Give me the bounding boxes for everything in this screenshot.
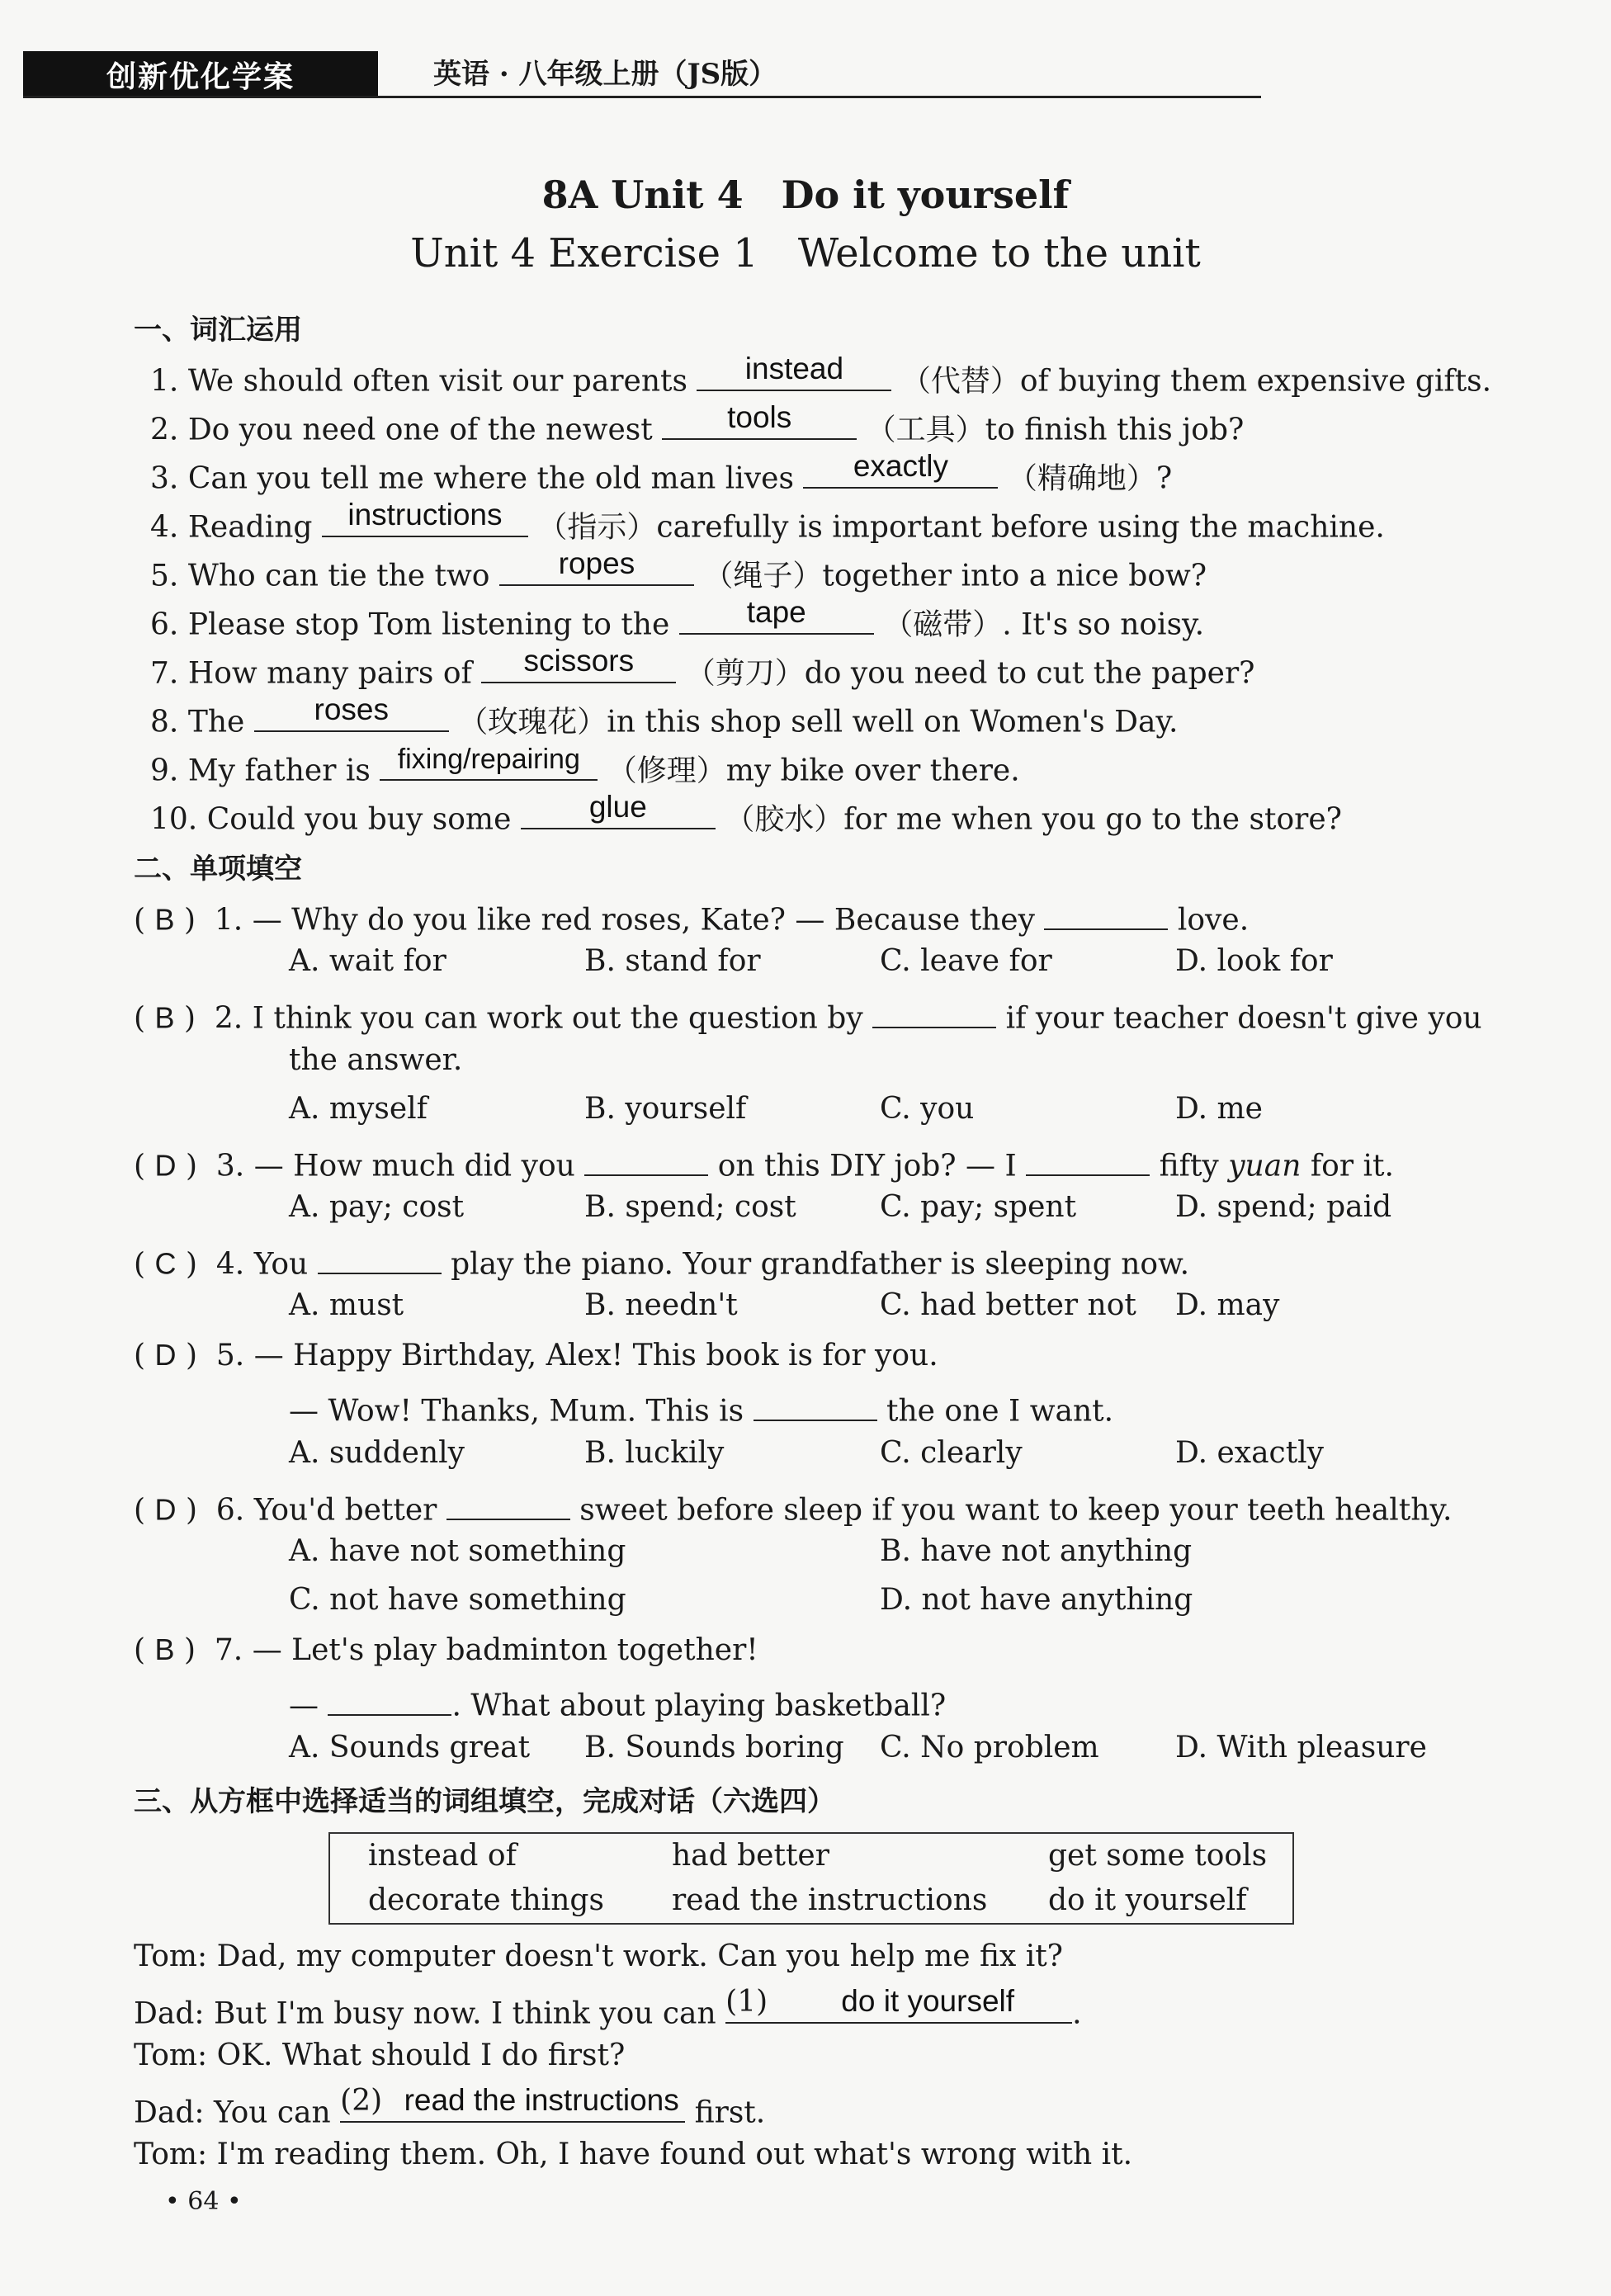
phrase-option: read the instructions [672, 1883, 988, 1917]
mc-question [134, 1141, 1394, 1183]
item-number: 1. [150, 364, 179, 399]
dialogue-line [134, 1983, 1082, 2031]
option-b[interactable]: B. spend; cost [584, 1190, 796, 1224]
item-text: （玫瑰花）in this shop sell well on Women's Day. [458, 705, 1179, 739]
item-text: — Happy Birthday, Alex! This book is for you. [253, 1339, 938, 1372]
paren: ) [185, 1339, 197, 1372]
item-text: Could you buy some [206, 802, 512, 837]
brand-banner: 创新优化学案 [23, 51, 378, 97]
answer-blank[interactable] [697, 351, 891, 391]
option-c[interactable]: C. not have something [289, 1583, 626, 1617]
vocab-item [150, 594, 1205, 644]
option-d[interactable]: D. me [1175, 1092, 1263, 1126]
answer-text: exactly [853, 448, 948, 483]
item-text: Who can tie the two [187, 559, 490, 593]
answer-text: tools [727, 399, 792, 434]
item-text: if your teacher doesn't give you [1005, 1001, 1482, 1036]
option-a[interactable]: A. pay; cost [289, 1190, 465, 1224]
item-text: Reading [187, 510, 313, 545]
vocab-item [150, 546, 1207, 595]
item-text: （胶水）for me when you go to the store? [725, 802, 1342, 837]
answer-text: fixing/repairing [397, 743, 580, 775]
item-text: Do you need one of the newest [187, 413, 653, 447]
option-c[interactable]: C. No problem [880, 1731, 1099, 1765]
answer-text: instructions [347, 497, 503, 531]
option-a[interactable]: A. must [289, 1288, 404, 1322]
item-text: love. [1177, 903, 1250, 938]
item-number: 4. [215, 1247, 245, 1282]
phrase-option: get some tools [1048, 1839, 1268, 1873]
option-d[interactable]: D. exactly [1175, 1436, 1325, 1470]
answer-blank[interactable] [446, 1486, 570, 1520]
item-text-continued [289, 1387, 1113, 1429]
item-number: 5. [150, 559, 179, 593]
section-heading-choice: 二、单项填空 [134, 853, 302, 886]
paren: ) [185, 1493, 197, 1528]
answer-letter[interactable]: D [154, 1148, 177, 1183]
phrase-option: instead of [368, 1839, 517, 1873]
answer-text: do it yourself [841, 1983, 1015, 2018]
paren: ( [134, 1493, 146, 1528]
option-a[interactable]: A. myself [289, 1092, 428, 1126]
answer-blank[interactable] [754, 1387, 877, 1421]
item-text: （剪刀）do you need to cut the paper? [685, 656, 1255, 691]
mc-question [134, 895, 1249, 938]
option-c[interactable]: C. had better not [880, 1288, 1136, 1322]
option-b[interactable]: B. Sounds boring [584, 1731, 844, 1765]
paren: ( [134, 1633, 146, 1667]
item-text: play the piano. Your grandfather is sleeping now. [451, 1247, 1190, 1282]
paren: ) [185, 1149, 197, 1183]
answer-text: scissors [523, 643, 635, 678]
item-number: 2. [150, 413, 179, 447]
dialogue-line: Tom: Dad, my computer doesn't work. Can you help me fix it? [134, 1939, 1063, 1973]
item-text: Please stop Tom listening to the [187, 607, 670, 642]
option-d[interactable]: D. With pleasure [1175, 1731, 1427, 1765]
blank-number: (1) [725, 1984, 768, 2019]
phrase-option: do it yourself [1048, 1883, 1247, 1917]
mc-question [134, 1632, 758, 1667]
dialogue-line: Tom: OK. What should I do first? [134, 2039, 626, 2072]
option-c[interactable]: C. leave for [880, 944, 1052, 978]
option-b[interactable]: B. needn't [584, 1288, 738, 1322]
dialogue-line [134, 2082, 766, 2130]
phrase-option: had better [672, 1839, 829, 1873]
answer-text: instead [744, 351, 844, 385]
item-text: You [253, 1247, 309, 1282]
answer-blank[interactable] [254, 692, 449, 732]
option-b[interactable]: B. stand for [584, 944, 761, 978]
option-b[interactable]: B. have not anything [880, 1534, 1193, 1568]
item-text: — [289, 1689, 319, 1723]
answer-blank[interactable] [318, 1240, 442, 1274]
item-text: — Why do you like red roses, Kate? — Because they [252, 903, 1035, 938]
paren: ( [134, 1339, 146, 1372]
item-text: You'd better [253, 1493, 437, 1528]
answer-letter[interactable]: B [154, 902, 175, 937]
vocab-item [150, 789, 1342, 839]
item-text: Dad: You can [134, 2095, 331, 2130]
item-text: first. [694, 2095, 766, 2130]
item-text: — Wow! Thanks, Mum. This is [289, 1394, 744, 1429]
item-text-continued: the answer. [289, 1043, 463, 1077]
paren: ( [134, 1001, 146, 1036]
item-text: Can you tell me where the old man lives [187, 461, 794, 496]
answer-letter[interactable]: D [154, 1492, 177, 1527]
dialogue-line: Tom: I'm reading them. Oh, I have found out what's wrong with it. [134, 2138, 1133, 2171]
mc-question [134, 1486, 1452, 1528]
option-a[interactable]: A. suddenly [289, 1436, 465, 1470]
exercise-title: Unit 4 Exercise 1 Welcome to the unit [410, 230, 1201, 276]
option-d[interactable]: D. not have anything [880, 1583, 1193, 1617]
item-number: 2. [214, 1001, 243, 1036]
answer-text: tape [746, 594, 806, 629]
option-c[interactable]: C. pay; spent [880, 1190, 1077, 1224]
item-text: （精确地）? [1007, 461, 1173, 496]
unit-title: 8A Unit 4 Do it yourself [541, 172, 1070, 217]
item-number: 5. [215, 1339, 245, 1372]
option-d[interactable]: D. spend; paid [1175, 1190, 1392, 1224]
vocab-item [150, 351, 1492, 400]
answer-text: read the instructions [404, 2082, 679, 2117]
item-text: Dad: But I'm busy now. I think you can [134, 1996, 716, 2031]
answer-blank[interactable] [328, 1681, 451, 1716]
item-number: 7. [150, 656, 179, 691]
item-text: （磁带）. It's so noisy. [883, 607, 1205, 642]
paren: ( [134, 1149, 146, 1183]
item-text: The [187, 705, 245, 739]
answer-blank[interactable] [872, 994, 996, 1028]
option-c[interactable]: C. you [880, 1092, 975, 1126]
paren: ) [183, 1633, 196, 1667]
answer-blank[interactable] [322, 497, 528, 537]
item-text: My father is [187, 754, 371, 788]
answer-blank[interactable] [1026, 1141, 1150, 1176]
paren: ) [185, 1247, 197, 1282]
option-d[interactable]: D. may [1175, 1288, 1280, 1322]
vocab-item [150, 743, 1020, 790]
answer-blank[interactable] [340, 2082, 685, 2123]
item-text: （绳子）together into a nice bow? [703, 559, 1207, 593]
item-text: We should often visit our parents [187, 364, 687, 399]
answer-text: ropes [558, 546, 635, 580]
item-number: 7. [214, 1633, 243, 1667]
answer-blank[interactable] [584, 1141, 708, 1176]
answer-blank[interactable] [679, 594, 874, 635]
option-a[interactable]: A. wait for [289, 944, 446, 978]
paren: ( [134, 1247, 146, 1282]
item-number: 1. [214, 903, 243, 938]
vocab-item [150, 497, 1385, 546]
answer-blank[interactable] [521, 789, 716, 829]
option-a[interactable]: A. have not something [289, 1534, 626, 1568]
vocab-item [150, 448, 1173, 498]
item-number: 4. [150, 510, 179, 545]
item-number: 10. [150, 802, 198, 837]
book-title: 英语 · 八年级上册（JS版） [433, 58, 777, 91]
item-text: . What about playing basketball? [451, 1689, 947, 1723]
answer-blank[interactable] [662, 399, 857, 440]
item-text: （指示）carefully is important before using the machine. [537, 510, 1385, 545]
item-text: （工具）to finish this job? [866, 413, 1245, 447]
section-heading-vocab: 一、词汇运用 [134, 314, 302, 347]
item-text: I think you can work out the question by [252, 1001, 863, 1036]
answer-blank[interactable] [725, 1983, 1072, 2024]
phrase-option: decorate things [368, 1883, 604, 1917]
blank-number: (2) [340, 2083, 383, 2118]
answer-blank[interactable] [1044, 895, 1168, 930]
answer-letter[interactable]: C [154, 1246, 177, 1281]
vocab-item [150, 399, 1245, 449]
item-number: 6. [215, 1493, 245, 1528]
answer-blank[interactable] [380, 743, 598, 781]
vocab-item [150, 643, 1255, 692]
option-b[interactable]: B. yourself [584, 1092, 747, 1126]
page-number: • 64 • [165, 2187, 242, 2216]
option-a[interactable]: A. Sounds great [289, 1731, 531, 1765]
option-c[interactable]: C. clearly [880, 1436, 1023, 1470]
paren: ( [134, 903, 146, 938]
item-text: （代替）of buying them expensive gifts. [900, 364, 1492, 399]
answer-text: roses [314, 692, 390, 726]
answer-letter[interactable]: D [154, 1338, 177, 1372]
answer-text: glue [588, 789, 647, 824]
item-text-italic: yuan [1228, 1149, 1302, 1183]
item-number: 9. [150, 754, 179, 788]
option-d[interactable]: D. look for [1175, 944, 1333, 978]
item-text: fifty [1159, 1149, 1229, 1183]
mc-question [134, 994, 1482, 1036]
item-number: 8. [150, 705, 179, 739]
phrase-box [328, 1832, 1294, 1925]
item-text: on this DIY job? — I [717, 1149, 1017, 1183]
section-heading-dialogue: 三、从方框中选择适当的词组填空，完成对话（六选四） [134, 1785, 835, 1818]
item-text: （修理）my bike over there. [607, 754, 1020, 788]
item-text-continued [289, 1681, 946, 1723]
mc-question [134, 1338, 938, 1372]
item-text: the one I want. [886, 1394, 1114, 1429]
item-text: How many pairs of [187, 656, 472, 691]
answer-blank[interactable] [803, 448, 998, 489]
answer-blank[interactable] [481, 643, 676, 683]
answer-blank[interactable] [499, 546, 694, 586]
item-number: 3. [150, 461, 179, 496]
option-b[interactable]: B. luckily [584, 1436, 725, 1470]
mc-question [134, 1240, 1189, 1282]
item-text: sweet before sleep if you want to keep your teeth healthy. [579, 1493, 1453, 1528]
item-text: — Let's play badminton together! [252, 1633, 758, 1667]
item-text: . [1072, 1996, 1082, 2031]
item-text: — How much did you [253, 1149, 575, 1183]
paren: ) [183, 903, 196, 938]
vocab-item [150, 692, 1179, 741]
item-number: 6. [150, 607, 179, 642]
item-number: 3. [215, 1149, 245, 1183]
header-rule [23, 96, 1261, 98]
paren: ) [183, 1001, 196, 1036]
answer-letter[interactable]: B [154, 1000, 175, 1035]
item-text: for it. [1301, 1149, 1394, 1183]
answer-letter[interactable]: B [154, 1632, 175, 1666]
